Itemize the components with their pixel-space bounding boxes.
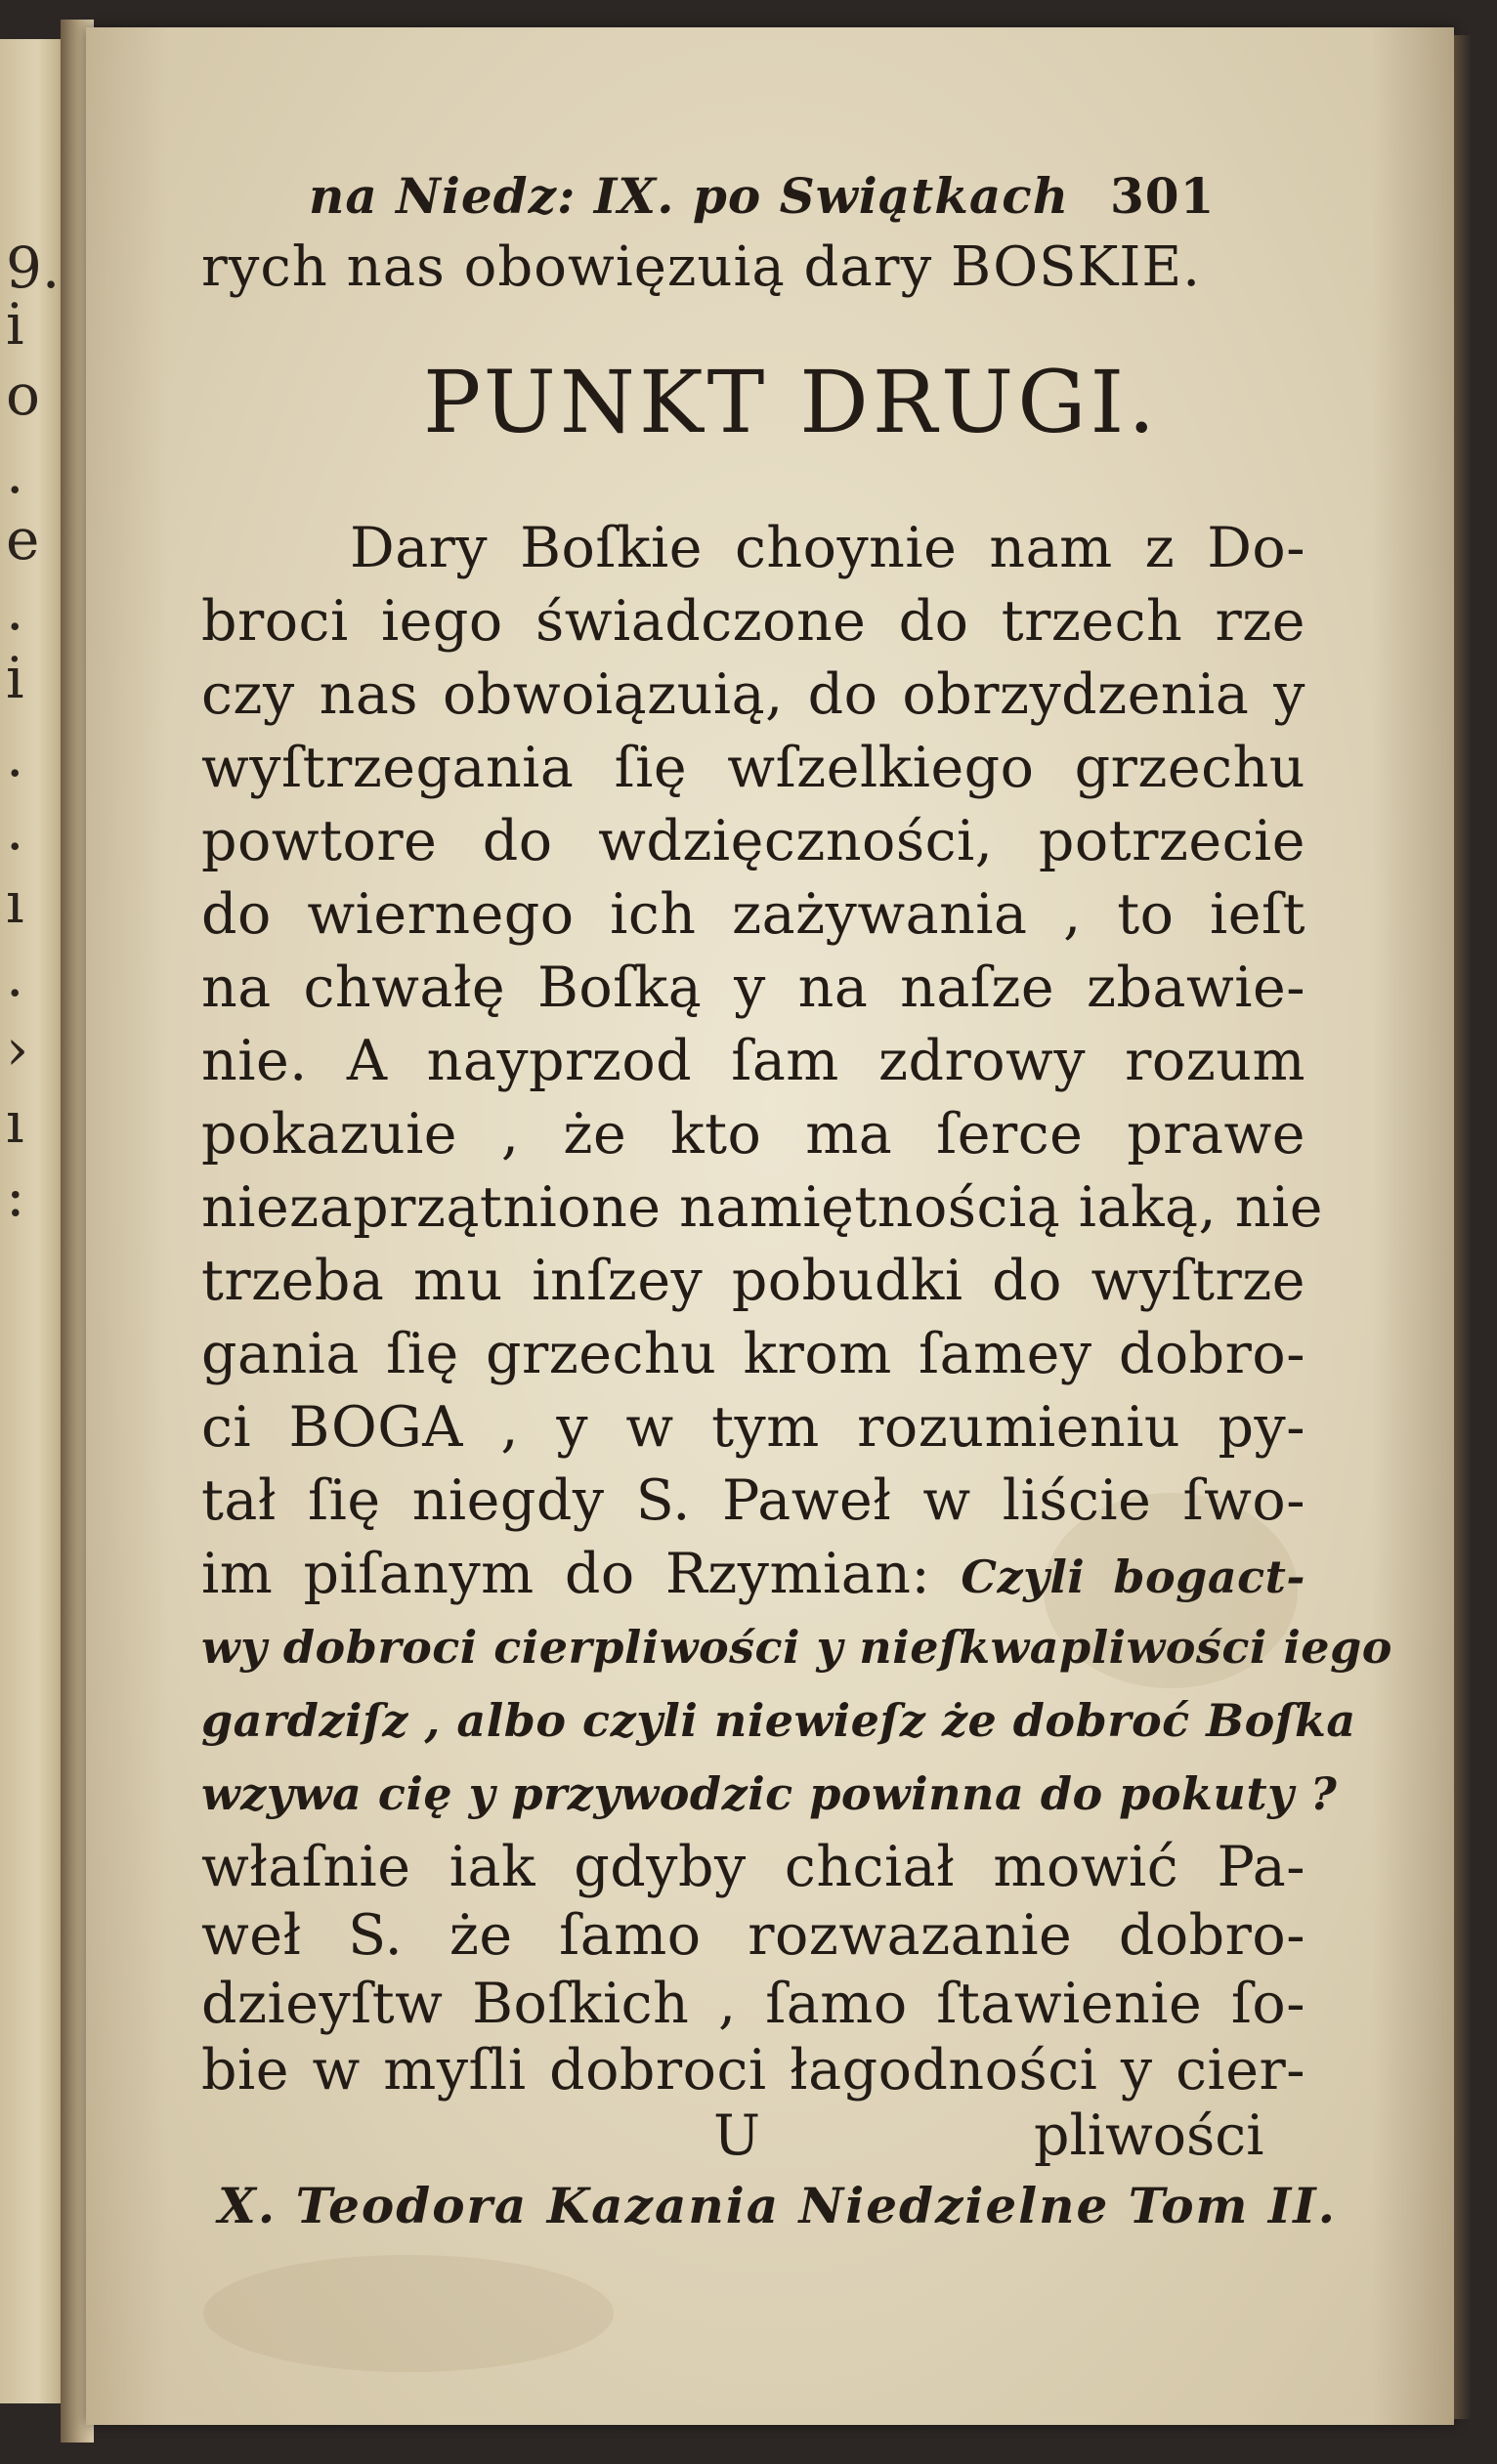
signature-mark: U [713, 2103, 761, 2168]
text-line: ci BOGA , y w tym rozumieniu py- [201, 1395, 1305, 1460]
facing-glyph: . [6, 576, 24, 643]
facing-glyph: 9. [6, 234, 61, 301]
scripture-quote-line: wzywa cię y przywodzic powinna do pokuty ? [201, 1767, 1338, 1820]
text-line: broci iego świadczone do trzech rze [201, 589, 1305, 654]
facing-glyph: e [6, 506, 40, 573]
continued-line: rych nas obowięzuią dary BOSKIE. [201, 235, 1202, 299]
text-line: bie w myſli dobroci łagodności y cier- [201, 2038, 1305, 2103]
text-line: tał ſię niegdy S. Paweł w liście ſwo- [201, 1468, 1305, 1533]
text-line: na chwałę Boſką y na naſze zbawie- [201, 956, 1305, 1020]
text-line: Dary Boſkie choynie nam z Do- [350, 516, 1305, 580]
facing-glyph: . [6, 796, 24, 863]
facing-glyph: . [6, 943, 24, 1009]
catchword: pliwości [1034, 2103, 1264, 2168]
text-line: dzieyſtw Boſkich , ſamo ſtawienie ſo- [201, 1972, 1305, 2036]
running-head-title: na Niedz: IX. po Swiątkach [309, 167, 1070, 225]
paper-stain [203, 2255, 614, 2372]
facing-glyph: ı [6, 870, 24, 936]
facing-page-glyphs [0, 39, 68, 2403]
facing-glyph: i [6, 291, 24, 358]
facing-glyph: › [6, 1016, 29, 1083]
text-line: trzeba mu inſzey pobudki do wyſtrze [201, 1249, 1305, 1313]
text-line: gania ſię grzechu krom ſamey dobro- [201, 1322, 1305, 1386]
page-edge-shadow [1454, 35, 1472, 2419]
facing-glyph: o [6, 361, 40, 428]
running-head [309, 167, 1216, 225]
facing-glyph: . [6, 440, 24, 506]
scripture-quote-line: gardziſz , albo czyli niewieſz że dobroć Boſka [201, 1694, 1356, 1747]
scripture-quote-line: wy dobroci cierpliwości y nieſkwapliwości iego [201, 1621, 1392, 1674]
text-line: powtore do wdzięczności, potrzecie [201, 809, 1305, 873]
text-line: pokazuie , że kto ma ſerce prawe [201, 1102, 1305, 1167]
text-line: do wiernego ich zażywania , to ieſt [201, 882, 1305, 947]
text-line-roman: im piſanym do Rzymian: [201, 1542, 931, 1606]
text-line: właſnie iak gdyby chciał mowić Pa- [201, 1835, 1305, 1899]
text-line: niezaprzątnione namiętnością iaką, nie [201, 1175, 1323, 1240]
page-number: 301 [1110, 167, 1216, 225]
text-line [201, 1542, 1305, 1606]
book-page [86, 27, 1454, 2425]
facing-glyph: . [6, 723, 24, 789]
scripture-quote: Czyli bogact- [961, 1551, 1305, 1603]
text-line: czy nas obwoiązuią, do obrzydzenia y [201, 662, 1305, 727]
facing-glyph: ı [6, 1089, 24, 1156]
book-footer-title: X. Teodora Kazania Niedzielne Tom II. [218, 2177, 1338, 2234]
text-line: wyſtrzegania ſię wſzelkiego grzechu [201, 736, 1305, 800]
text-line: weł S. że ſamo rozwazanie dobro- [201, 1903, 1305, 1968]
facing-glyph: i [6, 645, 24, 711]
text-line: nie. A nayprzod ſam zdrowy rozum [201, 1029, 1305, 1093]
facing-glyph: : [6, 1163, 25, 1229]
section-heading: PUNKT DRUGI. [423, 352, 1160, 452]
facing-page-edge [0, 39, 68, 2403]
